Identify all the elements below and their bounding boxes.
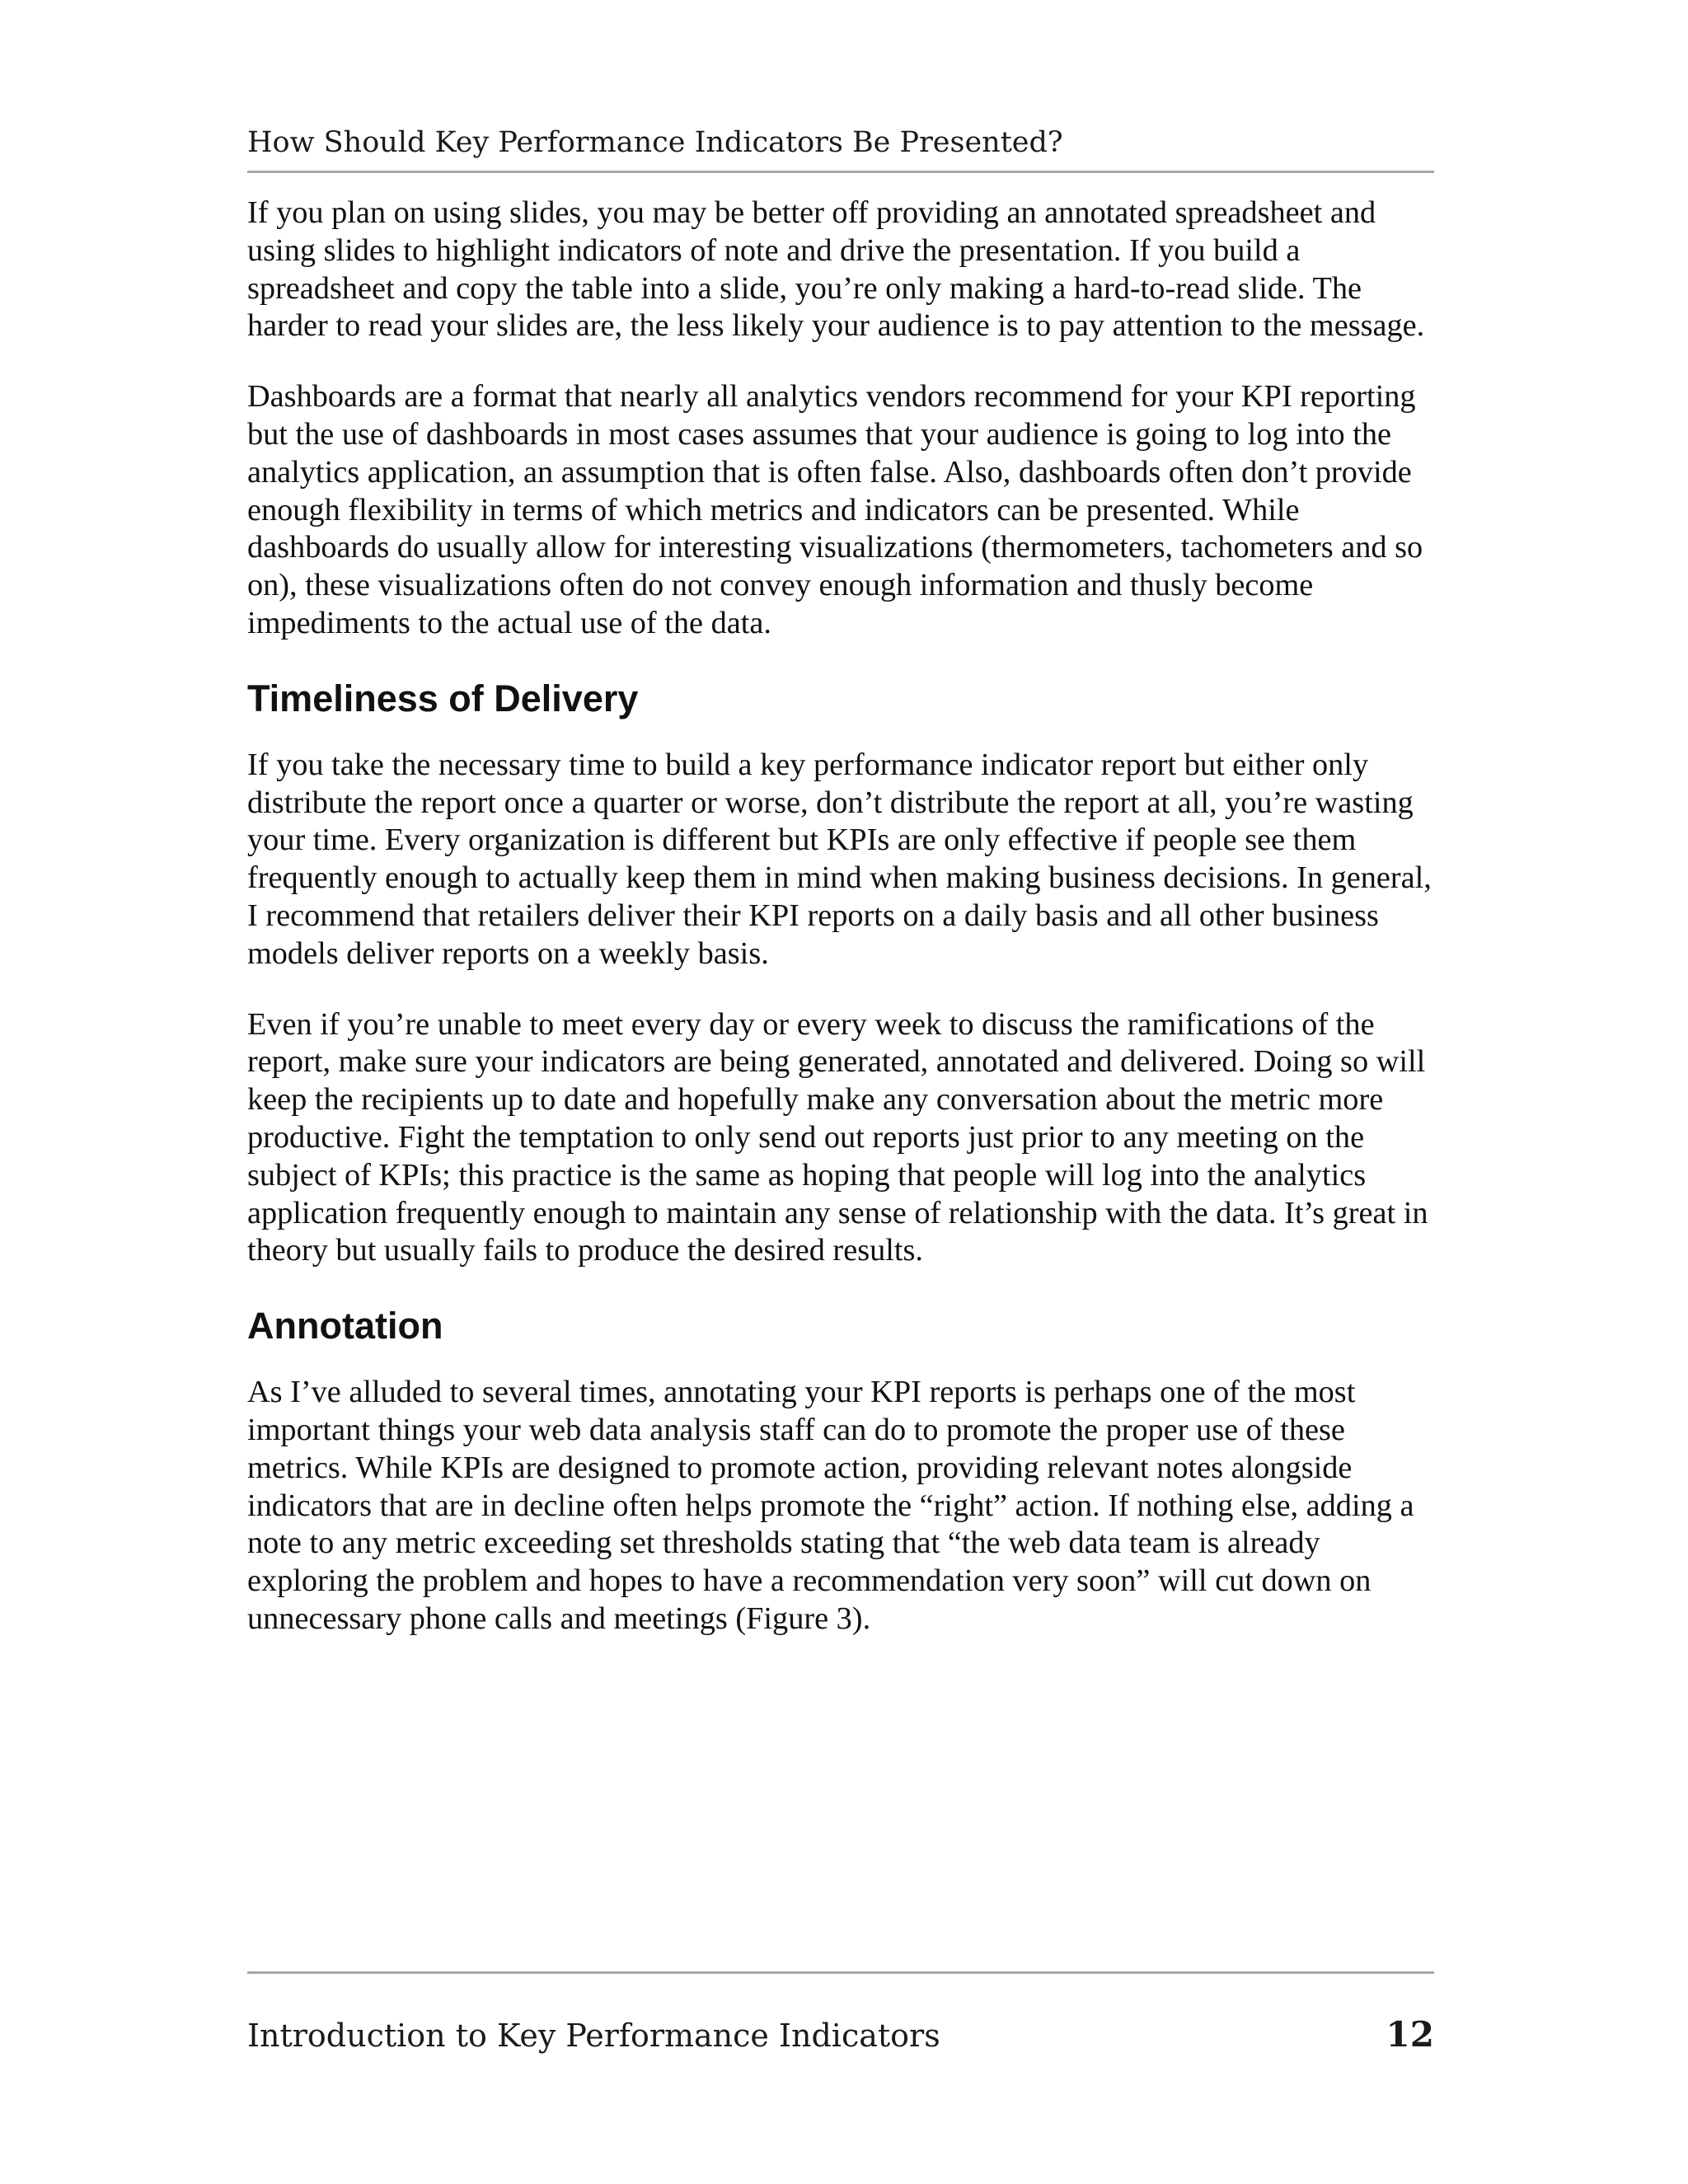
section-heading-annotation: Annotation [247,1305,443,1347]
paragraph: Dashboards are a format that nearly all analytics vendors recommend for your KPI reporting but the use of dashboards in most cases assumes that your audience is going to log into the analytics application, an assumption that is often false. Also, dashboards often don’t provide enough flexibility in terms of which metrics and indicators can be presented. While dashboards do usually allow for interesting visualizations (thermometers, tachometers and so on), these visualizations often do not convey enough information and thusly become impediments to the actual use of the data. [247,379,1423,640]
paragraph: Even if you’re unable to meet every day or every week to discuss the ramifications of the report, make sure your indicators are being generated, annotated and delivered. Doing so will keep the recipients up to date and hopefully make any conversation about the metric more productive. Fight the temptation to only send out reports just prior to any meeting on the subject of KPIs; this practice is the same as hoping that people will log into the analytics application frequently enough to maintain any sense of relationship with the data. It’s great in theory but usually fails to produce the desired results. [247,1006,1428,1268]
paragraph: If you plan on using slides, you may be better off providing an annotated spreadsheet and using slides to highlight indicators of note and drive the presentation. If you build a spreadsheet and copy the table into a slide, you’re only making a hard-to-read slide. The harder to read your slides are, the less likely your audience is to pay attention to the message. [247,195,1425,344]
running-header: How Should Key Performance Indicators Be Presented? [247,126,1063,159]
footer-title: Introduction to Key Performance Indicators [247,2018,940,2054]
paragraph: If you take the necessary time to build a key performance indicator report but either only distribute the report once a quarter or worse, don’t distribute the report at all, you’re wasting your time. Every organization is different but KPIs are only effective if people see them frequently enough to actually keep them in mind when making business decisions. In general, I recommend that retailers deliver their KPI reports on a daily basis and all other business models deliver reports on a weekly basis. [247,747,1432,971]
page-body [247,194,1438,1671]
header-divider [247,171,1434,173]
footer-divider [247,1971,1434,1974]
paragraph: As I’ve alluded to several times, annotating your KPI reports is perhaps one of the most important things your web data analysis staff can do to promote the proper use of these metrics. While KPIs are designed to promote action, providing relevant notes alongside indicators that are in decline often helps promote the “right” action. If nothing else, adding a note to any metric exceeding set thresholds stating that “the web data team is already exploring the problem and hopes to have a recommendation very soon” will cut down on unnecessary phone calls and meetings (Figure 3). [247,1375,1414,1636]
section-heading-timeliness: Timeliness of Delivery [247,677,639,719]
page-number: 12 [1386,2014,1434,2055]
